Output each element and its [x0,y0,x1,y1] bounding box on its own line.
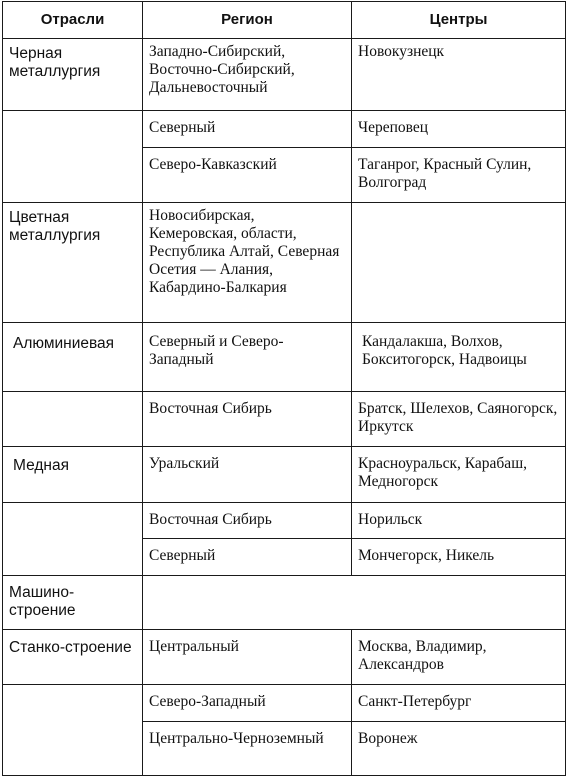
table-row [3,539,566,576]
centers-cell: Норильск [352,503,566,539]
region-cell: Восточная Сибирь [143,392,352,447]
branch-cell [3,148,143,203]
branch-cell [3,503,143,539]
region-cell: Уральский [143,447,352,503]
region-cell: Северо-Кавказский [143,148,352,203]
region-cell: Северо-Западный [143,685,352,722]
centers-cell: Воронеж [352,722,566,776]
branch-cell: Медная [3,447,143,503]
branch-cell [3,539,143,576]
table-row [3,323,566,392]
centers-cell: Новокузнецк [352,39,566,111]
table-row [3,722,566,776]
region-cell: Центрально-Черноземный [143,722,352,776]
centers-cell: Мончегорск, Никель [352,539,566,576]
header-branch: Отрасли [3,2,143,39]
centers-cell: Череповец [352,111,566,148]
industry-table [2,1,566,776]
centers-cell: Москва, Владимир, Александров [352,630,566,685]
branch-cell: Черная металлургия [3,39,143,111]
region-cell [143,576,566,630]
centers-cell: Красноуральск, Карабаш, Медногорск [352,447,566,503]
header-centers: Центры [352,2,566,39]
region-cell: Новосибирская, Кемеровская, области, Республика Алтай, Северная Осетия — Алания, Кабардино-Балкария [143,203,352,323]
table-row [3,111,566,148]
branch-cell [3,392,143,447]
centers-cell: Братск, Шелехов, Саяногорск, Иркутск [352,392,566,447]
region-cell: Центральный [143,630,352,685]
table-row [3,148,566,203]
region-cell: Северный [143,111,352,148]
header-region: Регион [143,2,352,39]
table-row [3,392,566,447]
region-cell: Северный [143,539,352,576]
table-row [3,203,566,323]
branch-cell: Станко-строение [3,630,143,685]
region-cell: Северный и Северо-Западный [143,323,352,392]
centers-cell: Санкт-Петербург [352,685,566,722]
table-row [3,503,566,539]
header-row [3,2,566,39]
centers-cell: Таганрог, Красный Сулин, Волгоград [352,148,566,203]
centers-cell: Кандалакша, Волхов, Бокситогорск, Надвоицы [352,323,566,392]
table-row [3,39,566,111]
centers-cell [352,203,566,323]
branch-cell: Машино-строение [3,576,143,630]
branch-cell: Алюминиевая [3,323,143,392]
table-row [3,685,566,722]
region-cell: Восточная Сибирь [143,503,352,539]
branch-cell [3,111,143,148]
branch-cell [3,722,143,776]
table-row [3,576,566,630]
branch-cell: Цветная металлургия [3,203,143,323]
table-row [3,447,566,503]
region-cell: Западно-Сибирский, Восточно-Сибирский, Дальневосточный [143,39,352,111]
branch-cell [3,685,143,722]
table-row [3,630,566,685]
